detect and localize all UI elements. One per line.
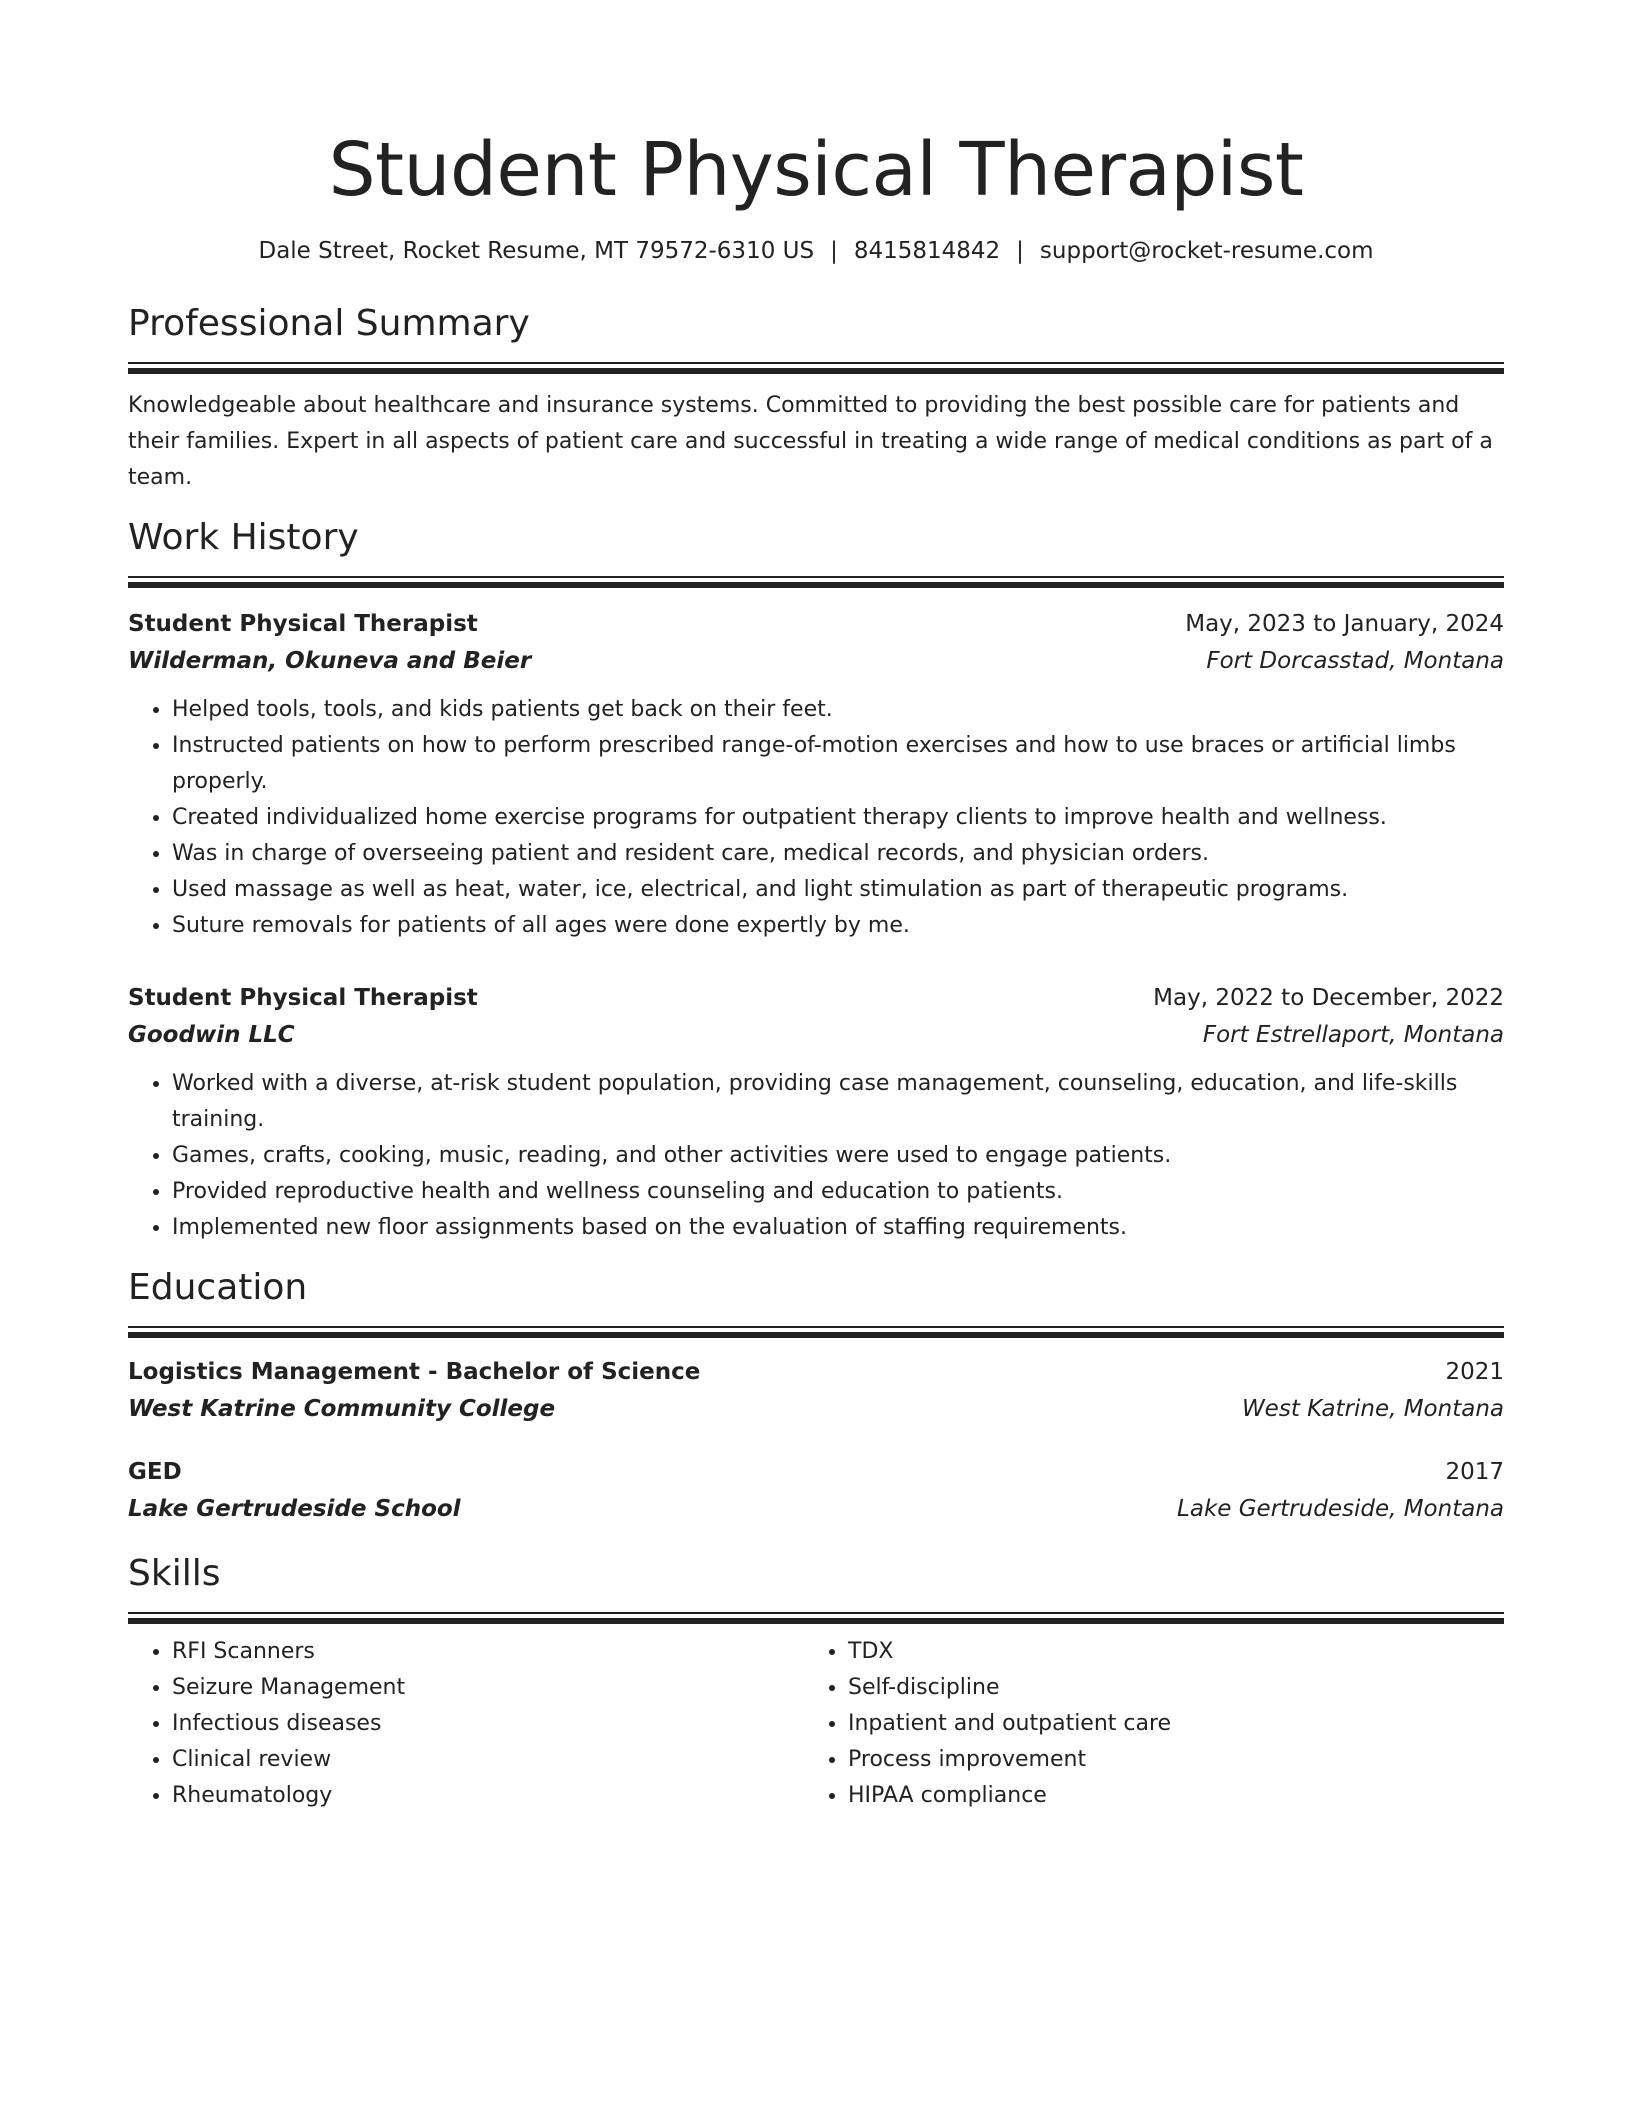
contact-address: Dale Street, Rocket Resume, MT 79572-6310 US	[258, 238, 815, 264]
skill-item: • Rheumatology	[172, 1778, 804, 1814]
job-company: Goodwin LLC	[128, 1022, 295, 1048]
skills-section	[128, 1552, 1504, 1814]
contact-phone: 8415814842	[853, 238, 1001, 264]
contact-email: support@rocket-resume.com	[1039, 238, 1374, 264]
job-duties	[128, 692, 1504, 944]
section-divider	[128, 1326, 1504, 1338]
job-location: Fort Estrellaport, Montana	[1202, 1022, 1504, 1048]
job-duty: • Helped tools, tools, and kids patients get back on their feet.	[172, 692, 1504, 728]
resume-name: Student Physical Therapist	[328, 127, 1304, 213]
section-title: Skills	[128, 1553, 221, 1594]
job-duty: • Games, crafts, cooking, music, reading, and other activities were used to engage patients.	[172, 1138, 1504, 1174]
education-location: Lake Gertrudeside, Montana	[1177, 1496, 1504, 1522]
contact-line	[128, 234, 1504, 268]
job-dates: May, 2022 to December, 2022	[1153, 985, 1504, 1011]
section-title: Work History	[128, 517, 359, 558]
job-duty: • Created individualized home exercise programs for outpatient therapy clients to improve health and wellness.	[172, 800, 1504, 836]
section-divider	[128, 362, 1504, 374]
job-duty: • Provided reproductive health and wellness counseling and education to patients.	[172, 1174, 1504, 1210]
contact-separator: |	[1016, 238, 1024, 264]
skill-item: • Inpatient and outpatient care	[848, 1706, 1480, 1742]
job-duty: • Was in charge of overseeing patient and resident care, medical records, and physician orders.	[172, 836, 1504, 872]
skill-item: • Infectious diseases	[172, 1706, 804, 1742]
resume-page	[128, 0, 1504, 1814]
education-section	[128, 1266, 1504, 1528]
job-duty: • Suture removals for patients of all ages were done expertly by me.	[172, 908, 1504, 944]
education-school: Lake Gertrudeside School	[128, 1496, 461, 1522]
job-duty: • Implemented new floor assignments based on the evaluation of staffing requirements.	[172, 1210, 1504, 1246]
skill-item: • Process improvement	[848, 1742, 1480, 1778]
job-location: Fort Dorcasstad, Montana	[1206, 648, 1504, 674]
skill-item: • Seizure Management	[172, 1670, 804, 1706]
skill-item: • Clinical review	[172, 1742, 804, 1778]
summary-text: Knowledgeable about healthcare and insurance systems. Committed to providing the best possible care for patients and their families. Expert in all aspects of patient care and successful in treating a wide range of medical conditions as part of a team.	[128, 393, 1493, 490]
job-duty: • Worked with a diverse, at-risk student population, providing case management, counseling, education, and life-skills training.	[172, 1066, 1504, 1138]
job-company: Wilderman, Okuneva and Beier	[128, 648, 532, 674]
summary-section	[128, 302, 1504, 496]
section-title: Professional Summary	[128, 303, 530, 344]
skill-item: • TDX	[848, 1634, 1480, 1670]
skill-item: • HIPAA compliance	[848, 1778, 1480, 1814]
job-entry	[128, 980, 1504, 1246]
job-duties	[128, 1066, 1504, 1246]
education-school: West Katrine Community College	[128, 1396, 556, 1422]
job-duty: • Used massage as well as heat, water, ice, electrical, and light stimulation as part of therapeutic programs.	[172, 872, 1504, 908]
job-entry	[128, 606, 1504, 944]
skills-column-left	[128, 1634, 804, 1814]
job-title: Student Physical Therapist	[128, 611, 478, 637]
section-divider	[128, 576, 1504, 588]
education-entry	[128, 1354, 1504, 1428]
education-location: West Katrine, Montana	[1241, 1396, 1504, 1422]
education-entry	[128, 1454, 1504, 1528]
job-duty: • Instructed patients on how to perform prescribed range-of-motion exercises and how to use braces or artificial limbs properly.	[172, 728, 1504, 800]
education-year: 2021	[1445, 1359, 1504, 1385]
section-title: Education	[128, 1267, 308, 1308]
education-year: 2017	[1445, 1459, 1504, 1485]
section-divider	[128, 1612, 1504, 1624]
education-degree: Logistics Management - Bachelor of Science	[128, 1359, 701, 1385]
job-title: Student Physical Therapist	[128, 985, 478, 1011]
job-dates: May, 2023 to January, 2024	[1185, 611, 1504, 637]
skill-item: • Self-discipline	[848, 1670, 1480, 1706]
skills-column-right	[804, 1634, 1480, 1814]
skill-item: • RFI Scanners	[172, 1634, 804, 1670]
education-degree: GED	[128, 1459, 182, 1485]
contact-separator: |	[830, 238, 838, 264]
skills-list	[128, 1634, 1504, 1814]
work-history-section	[128, 516, 1504, 1246]
